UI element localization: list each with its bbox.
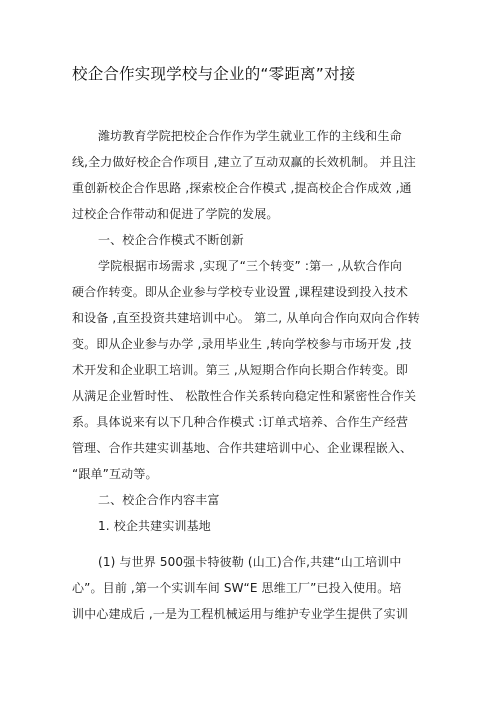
paragraph-line: (1) 与世界 500强卡特彼勒 (山工)合作,共建“山工培训中	[98, 555, 402, 569]
paragraph-line: 过校企合作带动和促进了学院的发展。	[72, 207, 279, 221]
paragraph-line: 硬合作转变。即从企业参与学校专业设置 ,课程建设到投入技术	[72, 285, 408, 299]
section-heading: 一、校企合作模式不断创新	[98, 233, 244, 247]
document-title: 校企合作实现学校与企业的“零距离”对接	[72, 65, 356, 83]
section-heading: 二、校企合作内容丰富	[98, 493, 220, 507]
paragraph-line: 变。即从企业参与办学 ,录用毕业生 ,转向学校参与市场开发 ,技	[72, 337, 412, 351]
paragraph-line: 重创新校企合作思路 ,探索校企合作模式 ,提高校企合作成效 ,通	[72, 181, 412, 195]
paragraph-line: 从满足企业暂时性、 松散性合作关系转向稳定性和紧密性合作关	[72, 389, 417, 403]
paragraph-line: “跟单”互动等。	[72, 467, 158, 481]
paragraph-line: 心”。目前 ,第一个实训车间 SW“E 思维工厂”已投入使用。培	[72, 581, 402, 595]
paragraph-line: 训中心建成后 ,一是为工程机械运用与维护专业学生提供了实训	[72, 607, 408, 621]
paragraph-line: 系。具体说来有以下几种合作模式 :订单式培养、合作生产经营	[72, 415, 409, 429]
paragraph-line: 潍坊教育学院把校企合作作为学生就业工作的主线和生命	[98, 129, 402, 143]
subsection-heading: 1. 校企共建实训基地	[98, 519, 211, 533]
paragraph-line: 学院根据市场需求 ,实现了“三个转变” :第一 ,从软合作向	[98, 259, 403, 273]
paragraph-line: 线,全力做好校企合作项目 ,建立了互动双赢的长效机制。 并且注	[72, 155, 416, 169]
paragraph-line: 和设备 ,直至投资共建培训中心。 第二, 从单向合作向双向合作转	[72, 311, 420, 325]
paragraph-line: 术开发和企业职工培训。第三 ,从短期合作向长期合作转变。即	[72, 363, 408, 377]
paragraph-line: 管理、合作共建实训基地、合作共建培训中心、企业课程嵌入、	[72, 441, 413, 455]
